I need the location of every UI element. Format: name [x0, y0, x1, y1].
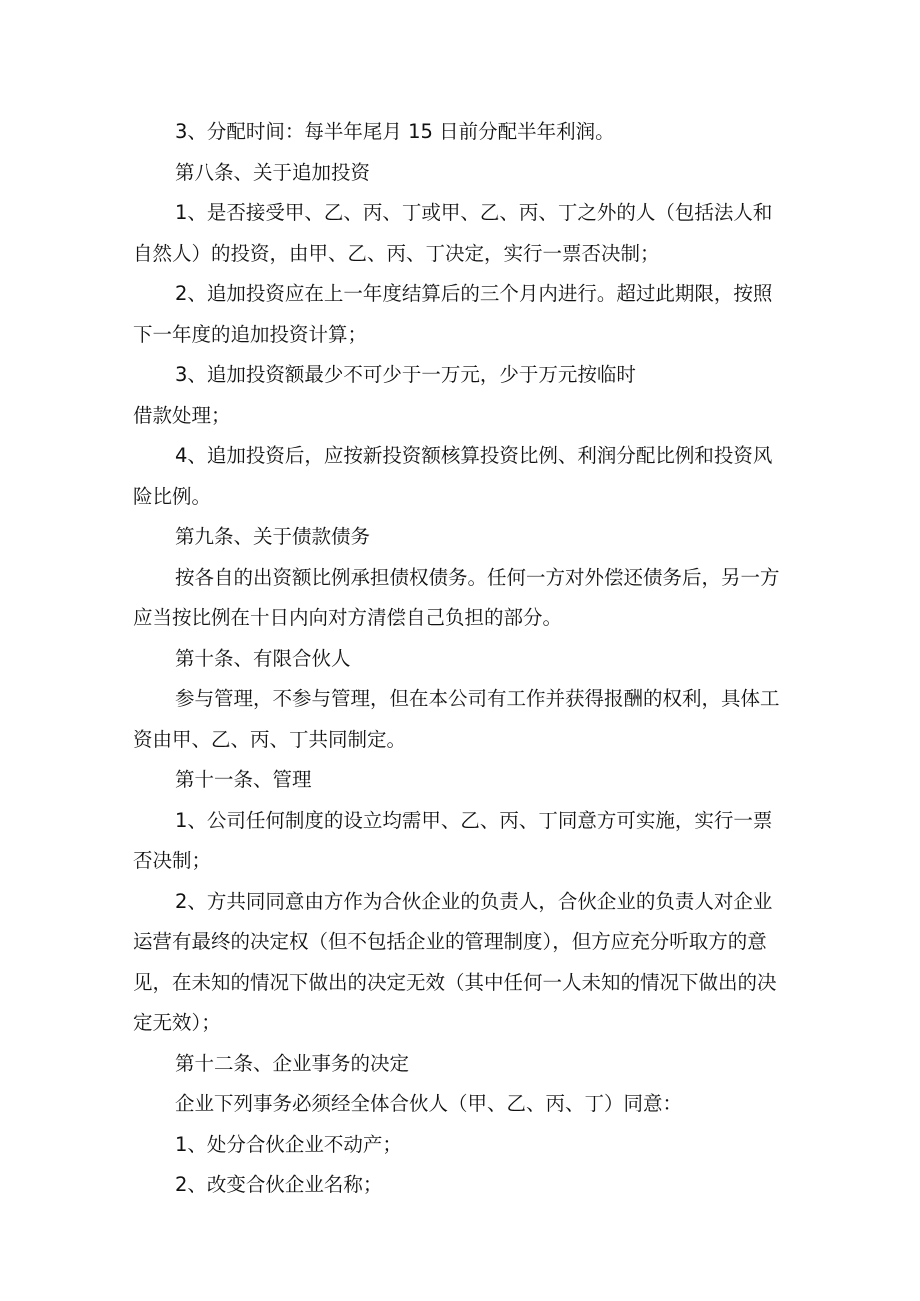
text-line: 参与管理，不参与管理，但在本公司有工作并获得报酬的权利，具体工: [175, 687, 780, 710]
text-line: 险比例。: [133, 484, 212, 508]
text-line: 应当按比例在十日内向对方清偿自己负担的部分。: [133, 606, 563, 629]
text-line: 按各自的出资额比例承担债权债务。任何一方对外偿还债务后，另一方: [175, 565, 780, 589]
text-line: 2、追加投资应在上一年度结算后的三个月内进行。超过此期限，按照: [175, 282, 773, 305]
text-line: 见，在未知的情况下做出的决定无效（其中任何一人未知的情况下做出的决: [133, 970, 777, 994]
text-line: 资由甲、乙、丙、丁共同制定。: [133, 727, 407, 751]
text-line: 定无效）；: [133, 1011, 221, 1034]
text-line: 第八条、关于追加投资: [175, 160, 371, 184]
text-line: 第九条、关于债款债务: [175, 525, 371, 548]
text-line: 下一年度的追加投资计算；: [133, 322, 368, 346]
text-line: 自然人）的投资，由甲、乙、丙、丁决定，实行一票否决制；: [133, 241, 660, 265]
text-line: 4、追加投资后，应按新投资额核算投资比例、利润分配比例和投资风: [175, 444, 773, 467]
document-body: [133, 112, 798, 1206]
text-line: 运营有最终的决定权（但不包括企业的管理制度），但方应充分听取方的意: [133, 930, 767, 953]
text-line: 1、是否接受甲、乙、丙、丁或甲、乙、丙、丁之外的人（包括法人和: [175, 201, 773, 224]
text-line: 2、方共同同意由方作为合伙企业的负责人，合伙企业的负责人对企业: [175, 889, 773, 913]
text-line: 否决制；: [133, 849, 212, 872]
text-line: 借款处理；: [133, 403, 231, 427]
text-line: 2、改变合伙企业名称；: [175, 1173, 383, 1196]
text-line: 第十二条、企业事务的决定: [175, 1051, 410, 1075]
text-line: 3、分配时间：每半年尾月 15 日前分配半年利润。: [175, 120, 615, 143]
text-line: 第十一条、管理: [175, 768, 312, 791]
text-line: 1、处分合伙企业不动产；: [175, 1132, 402, 1156]
text-line: 1、公司任何制度的设立均需甲、乙、丙、丁同意方可实施，实行一票: [175, 808, 773, 832]
text-line: 第十条、有限合伙人: [175, 646, 351, 670]
text-line: 企业下列事务必须经全体合伙人（甲、乙、丙、丁）同意：: [175, 1092, 683, 1115]
text-line: 3、追加投资额最少不可少于一万元，少于万元按临时: [175, 363, 636, 386]
